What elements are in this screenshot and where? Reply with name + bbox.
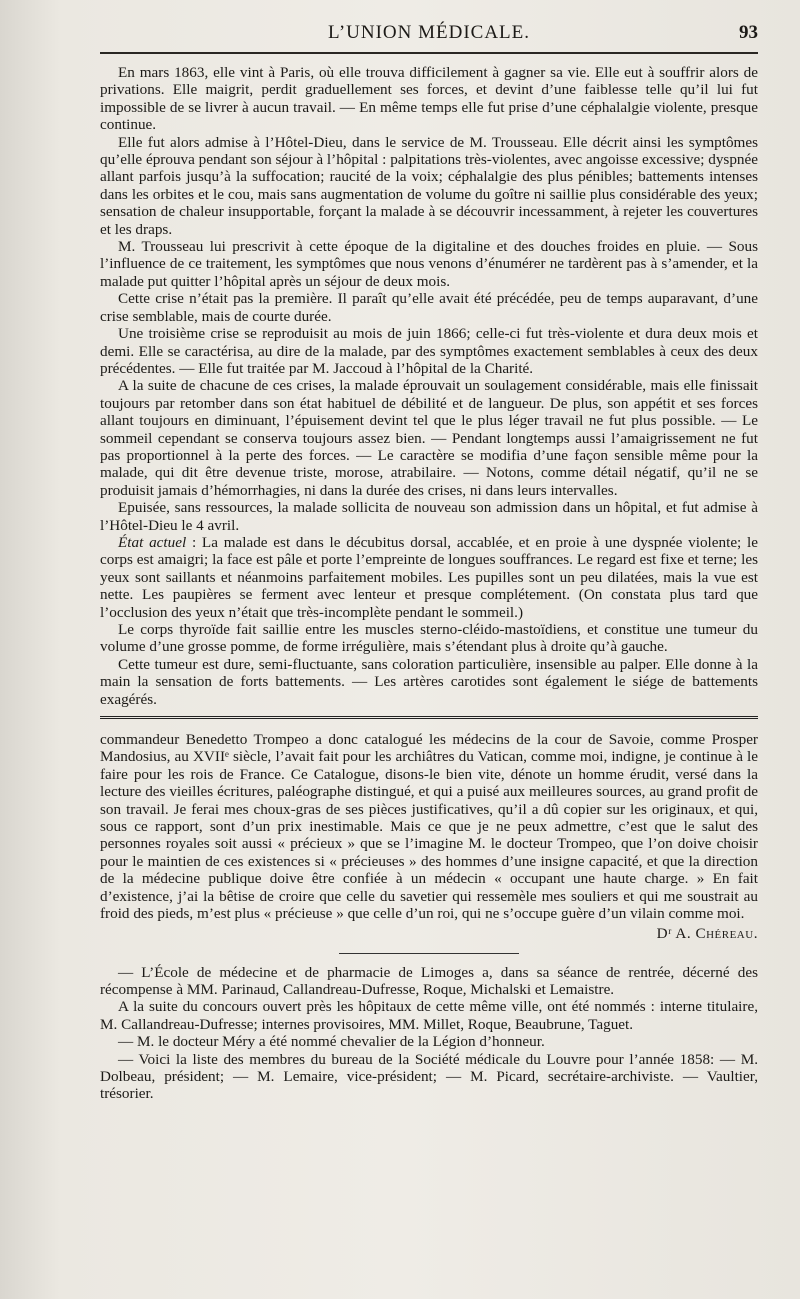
case-paragraph: Une troisième crise se reproduisit au mois de juin 1866; celle-ci fut très-violente et dura deux mois et demi. Elle se caractérisa, au dire de la malade, par des symptômes exactement semblables à ceux des deux précédentes. — Elle fut traitée par M. Jaccoud à l’hôpital de la Charité. — [100, 325, 758, 377]
news-divider — [339, 953, 519, 954]
news-item: — L’École de médecine et de pharmacie de Limoges a, dans sa séance de rentrée, décerné des récompense à MM. Parinaud, Callandreau-Dufresse, Roque, Michalski et Lemaistre. — [100, 963, 758, 998]
case-paragraph: En mars 1863, elle vint à Paris, où elle trouva difficilement à gagner sa vie. Elle eut à souffrir alors de privations. Elle maigrit, perdit graduellement ses forces, et devint d’une faiblesse telle qu’il lui fut impossible de se livrer à aucun travail. — En même temps elle fut prise d’une céphalalgie violente, presque continue. — [100, 64, 758, 134]
feuilleton-paragraph: commandeur Benedetto Trompeo a donc catalogué les médecins de la cour de Savoie, comme Prosper Mandosius, au XVIIᵉ siècle, l’avait fait pour les archiâtres du Vatican, comme moi, indigne, je continue à le faire pour les rois de France. Ce Catalogue, disons-le bien vite, dénote un homme érudit, versé dans la lecture des vieilles écritures, paléographe distingué, et qui a puisé aux meilleures sources, au grand profit de son travail. Je ferai mes choux-gras de ses pièces justificatives, qu’il a dû copier sur les originaux, et qui, sous ce rapport, sont d’un prix inestimable. Mais ce que je ne peux admettre, c’est que le salut des personnes royales soit aussi « précieux » que se l’imagine M. le docteur Trompeo, que l’on doive choisir pour le maintien de ces existences si « précieuses » des hommes d’une insigne capacité, et que la direction de la médecine publique doive être confiée à un médecin « occupant une haute charge. » En fait d’existence, j’ai la bêtise de croire que celle du savetier qui ressemèle mes souliers et qui me soustrait au froid des pieds, m’est plus « précieuse » que celle d’un roi, qui ne s’occupe guère d’un vilain comme moi. — [100, 731, 758, 923]
case-paragraph: M. Trousseau lui prescrivit à cette époque de la digitaline et des douches froides en pluie. — Sous l’influence de ce traitement, les symptômes que nous venons d’énumérer ne tardèrent pas à s’amender, et la malade put quitter l’hôpital après un séjour de deux mois. — [100, 238, 758, 290]
news-item: A la suite du concours ouvert près les hôpitaux de cette même ville, ont été nommés : interne titulaire, M. Callandreau-Dufresse; internes provisoires, MM. Millet, Roque, Beaubrune, Taguet. — [100, 998, 758, 1033]
running-title: L’UNION MÉDICALE. — [327, 22, 531, 43]
case-paragraph: Epuisée, sans ressources, la malade sollicita de nouveau son admission dans un hôpital, et fut admise à l’Hôtel-Dieu le 4 avril. — [100, 499, 758, 534]
case-paragraph: Elle fut alors admise à l’Hôtel-Dieu, dans le service de M. Trousseau. Elle décrit ainsi les symptômes qu’elle éprouva pendant son séjour à l’hôpital : palpitations très-violentes, avec angoisse excessive; dyspnée allant parfois jusqu’à la suffocation; raucité de la voix; céphalalgie des plus pénibles; battements intenses dans les orbites et le cou, mais sans augmentation de volume du goître ni saillie plus considérable des yeux; sensation de chaleur insupportable, forçant la malade à se découvrir incessamment, à rejeter les couvertures et les draps. — [100, 133, 758, 238]
news-items — [100, 964, 758, 1103]
case-paragraph: Cette tumeur est dure, semi-fluctuante, sans coloration particulière, insensible au palper. Elle donne à la main la sensation de forts battements. — Les artères carotides sont également le siége de battements exagérés. — [100, 655, 758, 708]
news-item: — Voici la liste des membres du bureau de la Société médicale du Louvre pour l’année 1858: — M. Dolbeau, président; — M. Lemaire, vice-président; — M. Picard, secrétaire-archiviste. — Vaultier, trésorier. — [100, 1050, 758, 1103]
feuilleton-divider — [100, 716, 758, 721]
etat-actuel-text: : La malade est dans le décubitus dorsal, accablée, et en proie à une dyspnée violente; le corps est amaigri; la face est pâle et porte l’empreinte de longues souffrances. Le regard est fixe et terne; les yeux sont saillants et néanmoins parfaitement mobiles. Les pupilles sont un peu dilatées, mais la vue est nette. Les paupières se ferment avec lenteur et presque complétement. (On constata plus tard que l’occlusion des yeux n’était que très-incomplète pendant le sommeil.) — [100, 533, 758, 621]
case-paragraph: Cette crise n’était pas la première. Il paraît qu’elle avait été précédée, peu de temps auparavant, d’une crise semblable, mais de courte durée. — [100, 290, 758, 325]
signature: Dʳ A. Chéreau. — [656, 924, 758, 942]
header-rule — [100, 52, 758, 54]
etat-actuel-paragraph — [100, 534, 758, 621]
case-paragraph: Le corps thyroïde fait saillie entre les muscles sterno-cléido-mastoïdiens, et constitue une tumeur du volume d’une grosse pomme, de forme irrégulière, mais s’étendant plus à droite qu’à gauche. — [100, 621, 758, 656]
page-header — [100, 18, 758, 50]
news-item: — M. le docteur Méry a été nommé chevalier de la Légion d’honneur. — [118, 1033, 545, 1051]
case-paragraph: A la suite de chacune de ces crises, la malade éprouvait un soulagement considérable, mais elle finissait toujours par retomber dans son état habituel de débilité et de langueur. De plus, son appétit et ses forces allant toujours en diminuant, l’épuisement devint tel que le plus léger travail ne fut plus possible. — Le sommeil cependant se conserva toujours assez bien. — Pendant longtemps aussi l’amaigrissement ne fut pas proportionnel à la perte des forces. — Le caractère se modifia d’une façon sensible même pour la malade, qui dit être devenue triste, morose, atrabilaire. — Notons, comme détail négatif, qu’il ne se produisit jamais d’hémorrhagies, ni dans la durée des crises, ni dans leurs intervalles. — [100, 377, 758, 499]
etat-actuel-label: État actuel — [118, 533, 187, 551]
feuilleton — [100, 731, 758, 942]
case-report — [100, 64, 758, 708]
page-number: 93 — [739, 22, 758, 43]
